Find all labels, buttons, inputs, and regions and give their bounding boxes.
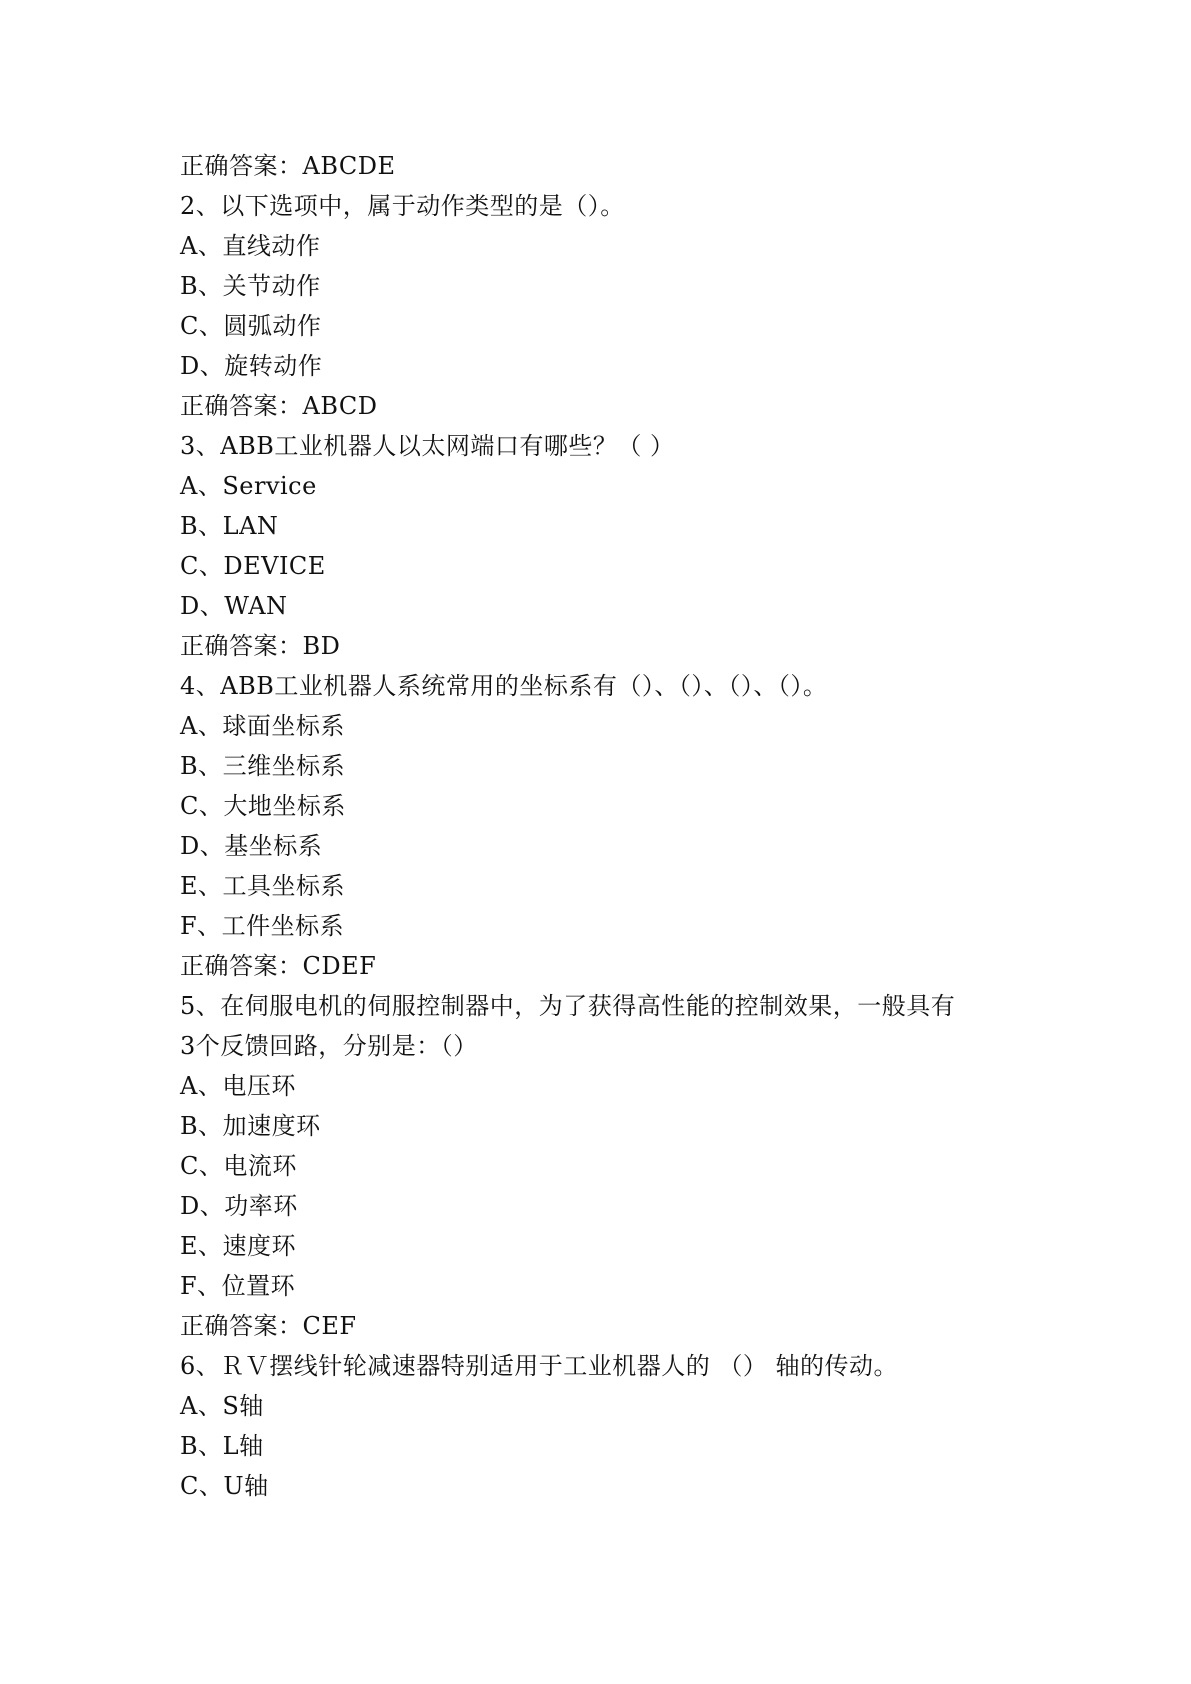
- option-line: F、工件坐标系: [180, 912, 345, 940]
- question-6: 6、ＲＶ摆线针轮减速器特别适用于工业机器人的 （） 轴的传动。: [180, 1352, 899, 1380]
- option-line: A、球面坐标系: [180, 712, 345, 740]
- option-line: D、WAN: [180, 592, 288, 620]
- option-line: C、圆弧动作: [180, 312, 322, 340]
- option-line: B、关节动作: [180, 272, 321, 300]
- option-line: A、直线动作: [180, 232, 321, 260]
- option-line: B、L轴: [180, 1432, 264, 1460]
- option-line: C、大地坐标系: [180, 792, 346, 820]
- option-line: A、Service: [180, 472, 317, 500]
- option-line: B、LAN: [180, 512, 279, 540]
- answer-line: 正确答案：ABCD: [180, 392, 378, 420]
- answer-line: 正确答案：CEF: [180, 1312, 357, 1340]
- answer-line: 正确答案：CDEF: [180, 952, 377, 980]
- option-line: F、位置环: [180, 1272, 296, 1300]
- option-line: B、加速度环: [180, 1112, 321, 1140]
- question-4: 4、ABB工业机器人系统常用的坐标系有（）、（）、（）、（）。: [180, 672, 828, 700]
- option-line: C、U轴: [180, 1472, 269, 1500]
- option-line: C、电流环: [180, 1152, 297, 1180]
- answer-line: 正确答案：BD: [180, 632, 341, 660]
- option-line: D、基坐标系: [180, 832, 323, 860]
- option-line: A、电压环: [180, 1072, 296, 1100]
- option-line: D、旋转动作: [180, 352, 323, 380]
- option-line: D、功率环: [180, 1192, 298, 1220]
- question-3: 3、ABB工业机器人以太网端口有哪些？（ ）: [180, 432, 675, 460]
- question-5: 5、在伺服电机的伺服控制器中，为了获得高性能的控制效果，一般具有: [180, 992, 956, 1020]
- option-line: E、工具坐标系: [180, 872, 346, 900]
- option-line: E、速度环: [180, 1232, 297, 1260]
- document-page: [180, 146, 1060, 1506]
- question-2: 2、以下选项中，属于动作类型的是（）。: [180, 192, 625, 220]
- answer-line: 正确答案：ABCDE: [180, 152, 396, 180]
- option-line: C、DEVICE: [180, 552, 326, 580]
- question-5-continued: 3个反馈回路，分别是：（）: [180, 1032, 478, 1060]
- option-line: B、三维坐标系: [180, 752, 346, 780]
- option-line: A、S轴: [180, 1392, 264, 1420]
